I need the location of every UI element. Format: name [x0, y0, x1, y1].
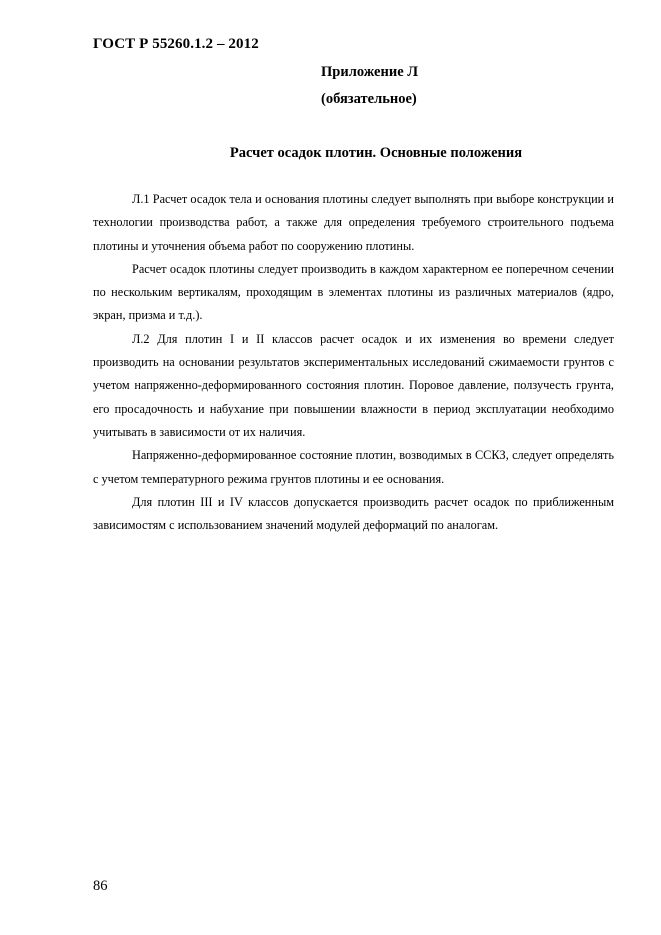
paragraph: Л.2 Для плотин I и II классов расчет осадок и их изменения во времени следует производить на основании результатов экспериментальных исследований сжимаемости грунтов с учетом напряженно-деформированного состояния плотин. Поровое давление, ползучесть грунта, его просадочность и набухание при повышении влажности в период эксплуатации необходимо учитывать в зависимости от их наличия.: [93, 331, 614, 439]
paragraph: Для плотин III и IV классов допускается производить расчет осадок по приближенным зависимостям с использованием значений модулей деформаций по аналогам.: [93, 494, 614, 533]
standard-number: ГОСТ Р 55260.1.2 – 2012: [93, 36, 259, 52]
section-title: Расчет осадок плотин. Основные положения: [229, 145, 523, 161]
appendix-status: (обязательное): [321, 91, 417, 107]
paragraph: Напряженно-деформированное состояние плотин, возводимых в ССКЗ, следует определять с учетом температурного режима грунтов плотины и ее основания.: [93, 448, 614, 486]
body-text: [93, 188, 614, 537]
paragraph: Л.1 Расчет осадок тела и основания плотины следует выполнять при выборе конструкции и технологии производства работ, а также для определения требуемого строительного подъема плотины и уточнения объема работ по сооружению плотины.: [93, 192, 614, 253]
appendix-title: Приложение Л: [321, 64, 419, 80]
paragraph: Расчет осадок плотины следует производить в каждом характерном ее поперечном сечении по нескольким вертикалям, проходящим в элементах плотины из различных материалов (ядро, экран, призма и т.д.).: [93, 261, 614, 323]
page-number: 86: [93, 878, 108, 894]
